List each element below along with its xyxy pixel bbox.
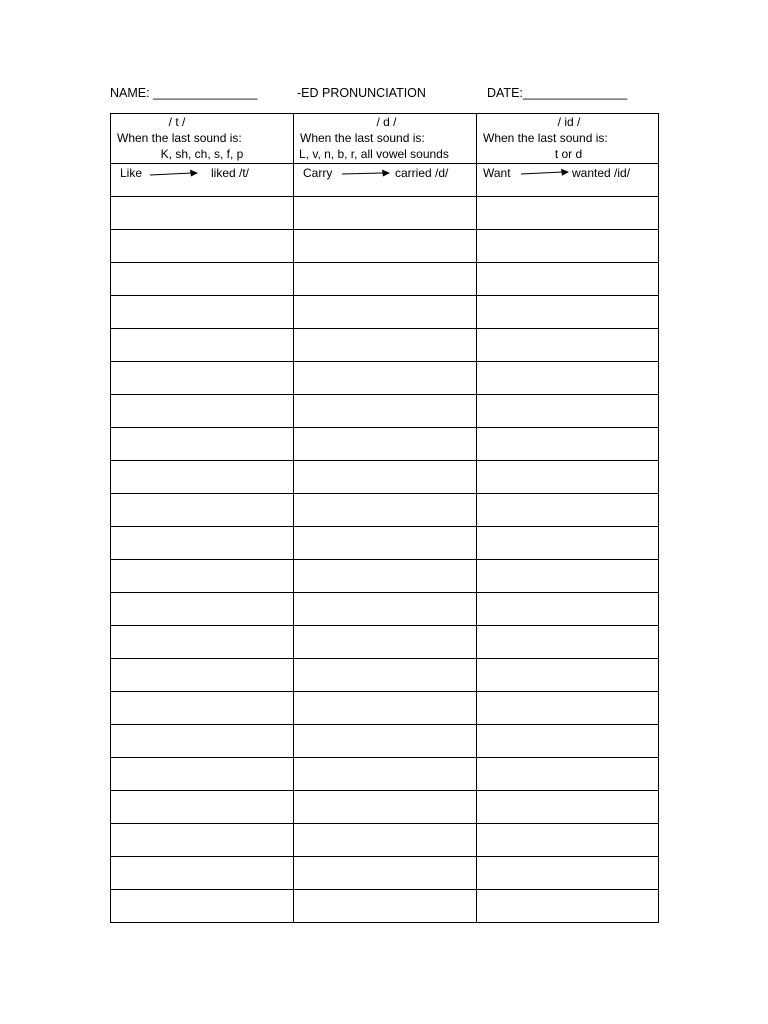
header-cell-t	[111, 114, 294, 164]
answer-cell-t[interactable]	[111, 362, 294, 395]
answer-cell-d[interactable]	[294, 659, 477, 692]
answer-cell-t[interactable]	[111, 230, 294, 263]
answer-cell-t[interactable]	[111, 263, 294, 296]
answer-row	[111, 791, 659, 824]
right-arrow-icon	[341, 168, 391, 180]
answer-row	[111, 659, 659, 692]
answer-cell-d[interactable]	[294, 692, 477, 725]
answer-cell-id[interactable]	[477, 560, 659, 593]
answer-cell-t[interactable]	[111, 890, 294, 923]
sound-symbol-t: / t /	[168, 115, 186, 129]
answer-row	[111, 329, 659, 362]
answer-cell-d[interactable]	[294, 494, 477, 527]
answer-cell-id[interactable]	[477, 263, 659, 296]
answer-cell-id[interactable]	[477, 296, 659, 329]
answer-cell-t[interactable]	[111, 758, 294, 791]
rule-sounds-t: K, sh, ch, s, f, p	[160, 147, 244, 161]
answer-row	[111, 230, 659, 263]
example-cell-id	[477, 164, 659, 197]
example-base-word: Carry	[303, 166, 333, 180]
answer-cell-d[interactable]	[294, 296, 477, 329]
answer-cell-d[interactable]	[294, 362, 477, 395]
answer-cell-d[interactable]	[294, 791, 477, 824]
answer-cell-d[interactable]	[294, 593, 477, 626]
right-arrow-icon	[149, 168, 199, 180]
answer-cell-t[interactable]	[111, 395, 294, 428]
answer-cell-id[interactable]	[477, 857, 659, 890]
answer-cell-t[interactable]	[111, 593, 294, 626]
answer-cell-t[interactable]	[111, 560, 294, 593]
answer-row	[111, 263, 659, 296]
table-header-row	[111, 114, 659, 164]
answer-cell-d[interactable]	[294, 230, 477, 263]
answer-row	[111, 626, 659, 659]
answer-cell-id[interactable]	[477, 230, 659, 263]
answer-cell-d[interactable]	[294, 395, 477, 428]
answer-cell-t[interactable]	[111, 725, 294, 758]
example-result-word: liked /t/	[211, 166, 250, 180]
answer-row	[111, 890, 659, 923]
answer-cell-d[interactable]	[294, 527, 477, 560]
answer-cell-t[interactable]	[111, 626, 294, 659]
answer-cell-d[interactable]	[294, 329, 477, 362]
answer-row	[111, 362, 659, 395]
answer-cell-t[interactable]	[111, 824, 294, 857]
answer-row	[111, 758, 659, 791]
date-field-label[interactable]: DATE:_______________	[487, 86, 628, 100]
answer-cell-id[interactable]	[477, 824, 659, 857]
answer-cell-id[interactable]	[477, 692, 659, 725]
header-cell-id	[477, 114, 659, 164]
answer-row	[111, 560, 659, 593]
answer-row	[111, 692, 659, 725]
answer-cell-d[interactable]	[294, 560, 477, 593]
answer-cell-id[interactable]	[477, 626, 659, 659]
answer-cell-id[interactable]	[477, 725, 659, 758]
answer-cell-id[interactable]	[477, 791, 659, 824]
answer-cell-id[interactable]	[477, 890, 659, 923]
sound-symbol-id: / id /	[557, 115, 581, 129]
answer-cell-d[interactable]	[294, 857, 477, 890]
example-cell-d	[294, 164, 477, 197]
answer-row	[111, 593, 659, 626]
rule-label: When the last sound is:	[300, 131, 425, 145]
answer-cell-t[interactable]	[111, 296, 294, 329]
sound-symbol-d: / d /	[376, 115, 397, 129]
example-base-word: Want	[483, 166, 511, 180]
example-cell-t	[111, 164, 294, 197]
answer-cell-d[interactable]	[294, 626, 477, 659]
worksheet-title: -ED PRONUNCIATION	[297, 86, 426, 100]
answer-row	[111, 527, 659, 560]
rule-sounds-id: t or d	[554, 147, 583, 161]
answer-cell-t[interactable]	[111, 527, 294, 560]
answer-cell-d[interactable]	[294, 890, 477, 923]
rule-sounds-d: L, v, n, b, r, all vowel sounds	[299, 147, 449, 161]
answer-cell-id[interactable]	[477, 494, 659, 527]
answer-cell-id[interactable]	[477, 593, 659, 626]
example-result-word: wanted /id/	[572, 166, 631, 180]
answer-cell-id[interactable]	[477, 758, 659, 791]
right-arrow-icon	[520, 168, 570, 180]
rule-label: When the last sound is:	[117, 131, 242, 145]
name-field-label[interactable]: NAME: _______________	[110, 86, 258, 100]
answer-cell-t[interactable]	[111, 494, 294, 527]
answer-cell-d[interactable]	[294, 428, 477, 461]
answer-row	[111, 197, 659, 230]
rule-label: When the last sound is:	[483, 131, 608, 145]
answer-cell-t[interactable]	[111, 428, 294, 461]
answer-row	[111, 395, 659, 428]
answer-cell-d[interactable]	[294, 725, 477, 758]
answer-cell-t[interactable]	[111, 692, 294, 725]
answer-cell-id[interactable]	[477, 428, 659, 461]
example-row	[111, 164, 659, 197]
answer-cell-t[interactable]	[111, 857, 294, 890]
worksheet-header	[0, 86, 768, 102]
answer-cell-id[interactable]	[477, 395, 659, 428]
answer-cell-id[interactable]	[477, 527, 659, 560]
answer-cell-d[interactable]	[294, 197, 477, 230]
answer-row	[111, 494, 659, 527]
answer-cell-id[interactable]	[477, 329, 659, 362]
pronunciation-table	[110, 113, 659, 923]
answer-row	[111, 725, 659, 758]
answer-cell-id[interactable]	[477, 362, 659, 395]
example-base-word: Like	[120, 166, 143, 180]
answer-row	[111, 296, 659, 329]
example-result-word: carried /d/	[395, 166, 449, 180]
answer-cell-t[interactable]	[111, 659, 294, 692]
answer-cell-t[interactable]	[111, 791, 294, 824]
answer-row	[111, 857, 659, 890]
answer-cell-d[interactable]	[294, 263, 477, 296]
answer-row	[111, 824, 659, 857]
answer-cell-d[interactable]	[294, 758, 477, 791]
answer-row	[111, 461, 659, 494]
answer-cell-d[interactable]	[294, 824, 477, 857]
header-cell-d	[294, 114, 477, 164]
answer-cell-id[interactable]	[477, 659, 659, 692]
answer-cell-t[interactable]	[111, 197, 294, 230]
answer-cell-id[interactable]	[477, 197, 659, 230]
answer-cell-t[interactable]	[111, 329, 294, 362]
answer-cell-t[interactable]	[111, 461, 294, 494]
answer-cell-id[interactable]	[477, 461, 659, 494]
answer-cell-d[interactable]	[294, 461, 477, 494]
answer-row	[111, 428, 659, 461]
